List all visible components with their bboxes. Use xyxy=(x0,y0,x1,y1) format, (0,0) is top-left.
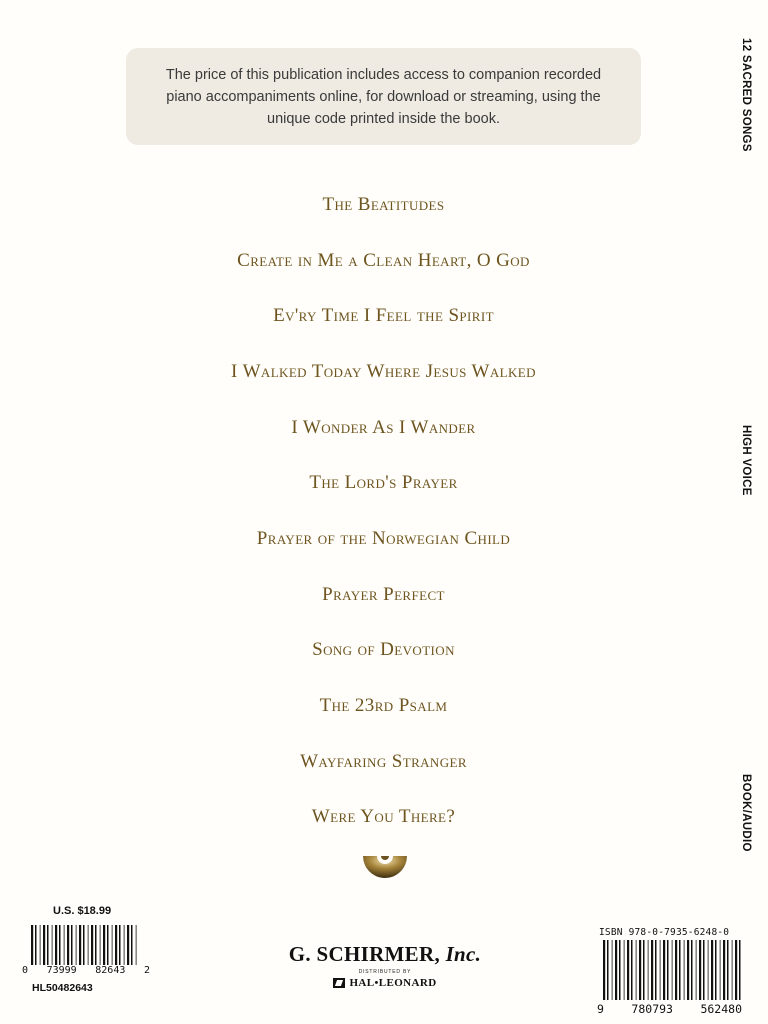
spine-format: BOOK/AUDIO xyxy=(740,774,752,852)
cd-disc-icon xyxy=(362,855,408,885)
publisher-name-text: G. SCHIRMER, xyxy=(288,942,440,966)
song-title: I Wonder As I Wander xyxy=(291,416,476,438)
song-title: The 23rd Psalm xyxy=(319,695,448,717)
hal-leonard-logo-icon xyxy=(333,978,345,988)
song-title: The Beatitudes xyxy=(322,193,445,215)
isbn-lead-digit: 9 xyxy=(597,1002,604,1016)
spine-voice: HIGH VOICE xyxy=(740,424,752,496)
notice-text: The price of this publication includes access to companion recorded piano accompaniments online, for download or streaming, using the unique code printed inside the book. xyxy=(165,66,602,127)
online-audio-notice xyxy=(126,48,641,145)
upc-group-1: 73999 xyxy=(46,965,77,976)
hal-leonard-logo xyxy=(333,977,436,989)
spine-title: 12 SACRED SONGS xyxy=(740,38,752,152)
distributed-by-label: DISTRIBUTED BY xyxy=(358,969,412,975)
publisher-suffix: Inc. xyxy=(445,942,482,966)
isbn-label: ISBN 978-0-7935-6248-0 xyxy=(599,927,730,938)
isbn-digits xyxy=(597,1002,742,1016)
song-title: Were You There? xyxy=(311,806,456,828)
publisher-name xyxy=(260,942,510,967)
upc-barcode xyxy=(31,925,139,965)
song-title: I Walked Today Where Jesus Walked xyxy=(231,360,536,382)
upc-group-2: 82643 xyxy=(95,965,126,976)
item-code: HL50482643 xyxy=(32,982,93,994)
publisher-block xyxy=(260,942,510,993)
song-title: The Lord's Prayer xyxy=(309,472,458,494)
song-title: Song of Devotion xyxy=(312,639,455,661)
distributor-name: HAL•LEONARD xyxy=(349,977,437,989)
isbn-barcode xyxy=(603,940,741,1000)
upc-right-digit: 2 xyxy=(143,965,150,976)
song-title: Wayfaring Stranger xyxy=(300,750,467,772)
price-label: U.S. $18.99 xyxy=(53,905,112,917)
song-title: Prayer of the Norwegian Child xyxy=(256,527,511,549)
song-title: Prayer Perfect xyxy=(322,583,445,605)
isbn-group-1: 780793 xyxy=(631,1002,673,1016)
song-title: Create in Me a Clean Heart, O God xyxy=(237,249,530,271)
song-title: Ev'ry Time I Feel the Spirit xyxy=(273,305,494,327)
upc-left-digit: 0 xyxy=(22,965,29,976)
isbn-group-2: 562480 xyxy=(700,1002,742,1016)
upc-digits xyxy=(22,965,150,976)
song-list xyxy=(126,177,641,845)
